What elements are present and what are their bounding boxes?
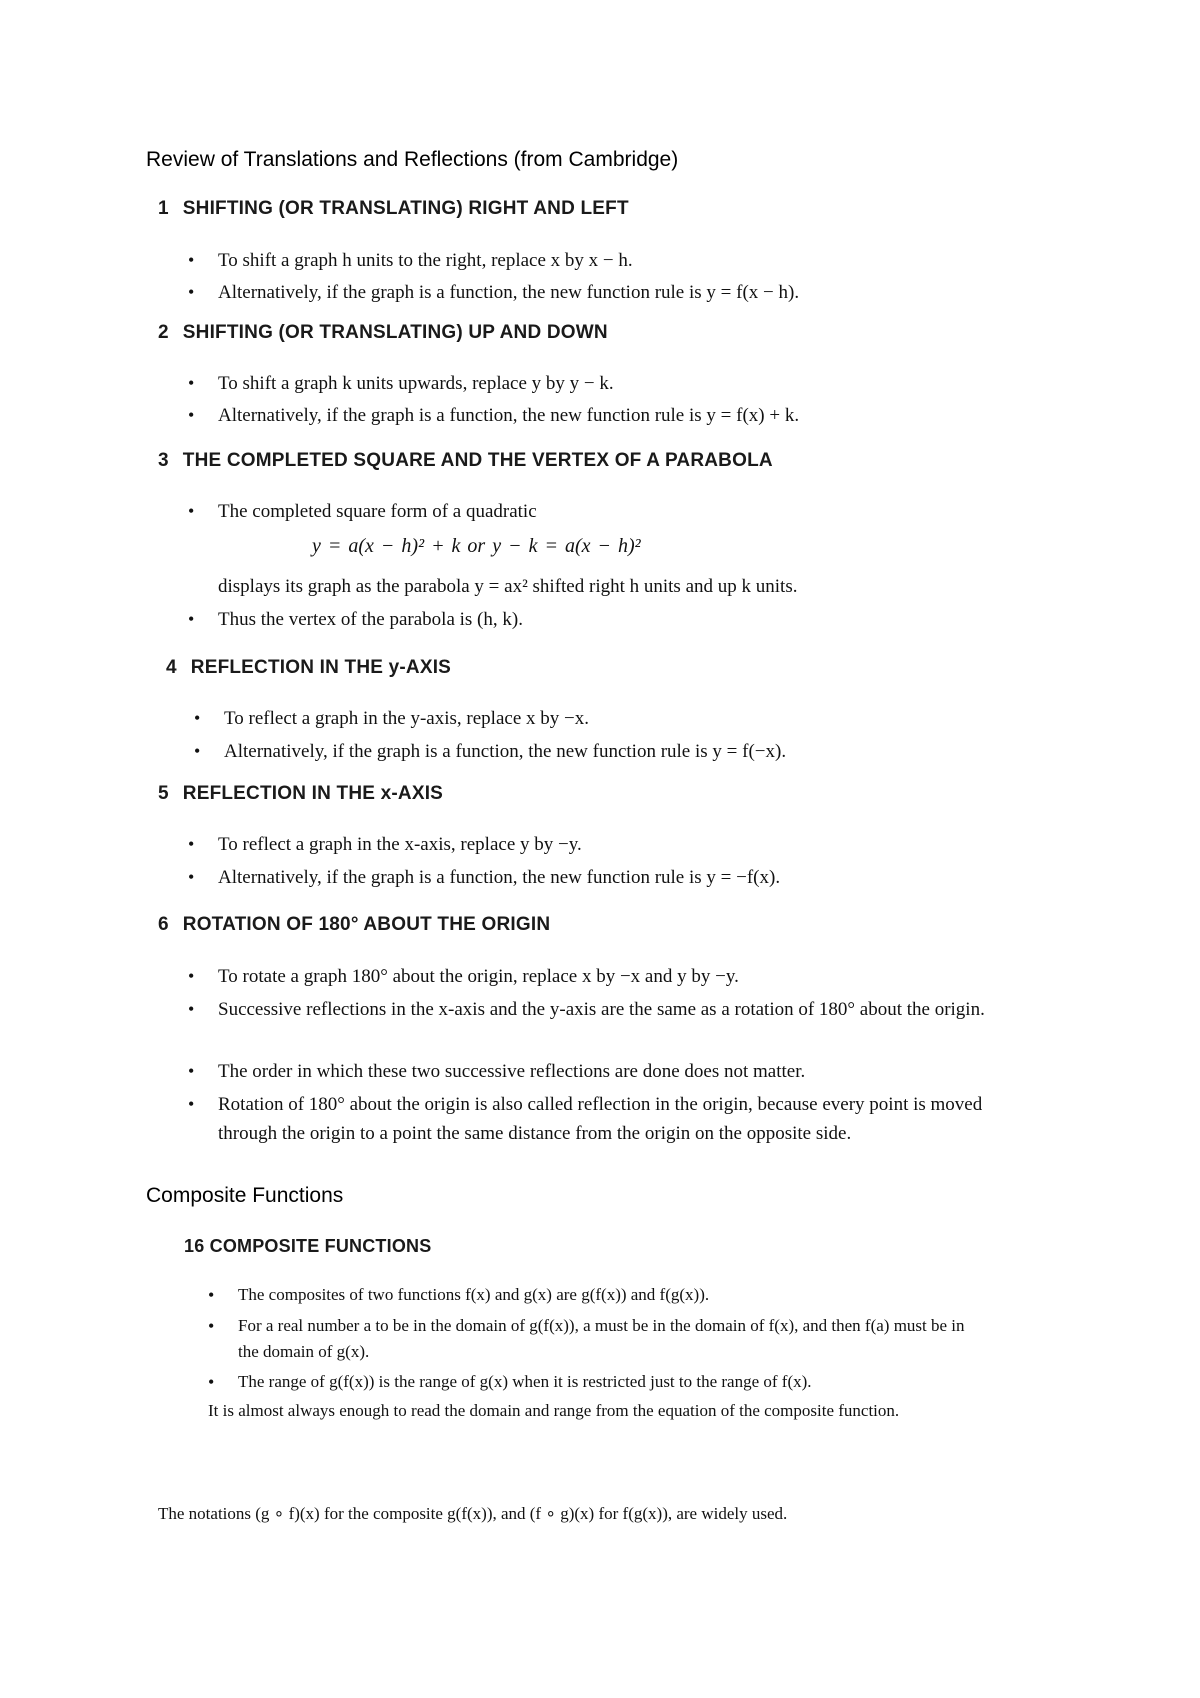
composite-bullet-3: • The range of g(f(x)) is the range of g(x) when it is restricted just to the range of f(x).	[208, 1369, 812, 1395]
composite-notations: The notations (g ∘ f)(x) for the composite g(f(x)), and (f ∘ g)(x) for f(g(x)), are widely used.	[158, 1504, 788, 1523]
section-6-bullet-2: • Successive reflections in the x-axis and the y-axis are the same as a rotation of 180° about the origin.	[188, 995, 1018, 1024]
page-heading-composite: Composite Functions	[146, 1184, 344, 1207]
page-heading-review: Review of Translations and Reflections (from Cambridge)	[146, 148, 679, 171]
section-2-bullet-1: • To shift a graph k units upwards, replace y by y − k.	[188, 369, 614, 398]
composite-section-title: 16 COMPOSITE FUNCTIONS	[184, 1236, 432, 1256]
section-4-bullet-1: • To reflect a graph in the y-axis, replace x by −x.	[194, 704, 589, 733]
section-number: 2	[158, 322, 169, 343]
section-title-text: REFLECTION IN THE y-AXIS	[190, 657, 452, 678]
section-6-bullet-3: • The order in which these two successive reflections are done does not matter.	[188, 1057, 805, 1086]
section-3-title	[158, 450, 773, 472]
composite-bullet-2: • For a real number a to be in the domain of g(f(x)), a must be in the domain of f(x), and then f(a) must be in the domain of g(x).	[208, 1313, 988, 1365]
section-1-bullet-1: • To shift a graph h units to the right, replace x by x − h.	[188, 246, 633, 275]
section-4-title	[166, 657, 451, 679]
section-number: 1	[158, 198, 169, 219]
section-number: 5	[158, 783, 169, 804]
section-1-bullet-2: • Alternatively, if the graph is a function, the new function rule is y = f(x − h).	[188, 278, 799, 307]
section-6-bullet-1: • To rotate a graph 180° about the origin, replace x by −x and y by −y.	[188, 962, 739, 991]
section-3-bullet-2: • Thus the vertex of the parabola is (h, k).	[188, 605, 523, 634]
section-number: 4	[166, 657, 177, 678]
composite-bullet-1: • The composites of two functions f(x) and g(x) are g(f(x)) and f(g(x)).	[208, 1282, 709, 1308]
section-title-text: THE COMPLETED SQUARE AND THE VERTEX OF A PARABOLA	[182, 450, 773, 471]
section-2-title	[158, 322, 608, 344]
section-1-title	[158, 198, 629, 220]
composite-note: It is almost always enough to read the domain and range from the equation of the composite function.	[208, 1401, 900, 1420]
section-title-text: SHIFTING (OR TRANSLATING) UP AND DOWN	[182, 322, 608, 343]
section-2-bullet-2: • Alternatively, if the graph is a function, the new function rule is y = f(x) + k.	[188, 401, 799, 430]
section-title-text: SHIFTING (OR TRANSLATING) RIGHT AND LEFT	[182, 198, 629, 219]
section-6-title	[158, 914, 550, 936]
section-4-bullet-2: • Alternatively, if the graph is a function, the new function rule is y = f(−x).	[194, 737, 786, 766]
section-title-text: REFLECTION IN THE x-AXIS	[182, 783, 444, 804]
section-3-formula-followup: displays its graph as the parabola y = ax² shifted right h units and up k units.	[218, 576, 798, 597]
section-3-bullet-1: • The completed square form of a quadratic	[188, 497, 537, 526]
vertex-form-formula: y = a(x − h)² + k or y − k = a(x − h)²	[312, 535, 641, 557]
section-number: 6	[158, 914, 169, 935]
section-5-bullet-1: • To reflect a graph in the x-axis, replace y by −y.	[188, 830, 582, 859]
section-number: 3	[158, 450, 169, 471]
section-6-bullet-4: • Rotation of 180° about the origin is also called reflection in the origin, because every point is moved through the origin to a point the same distance from the origin on the opposite side.	[188, 1090, 1018, 1148]
section-5-bullet-2: • Alternatively, if the graph is a function, the new function rule is y = −f(x).	[188, 863, 780, 892]
section-5-title	[158, 783, 443, 805]
section-title-text: ROTATION OF 180° ABOUT THE ORIGIN	[182, 914, 551, 935]
